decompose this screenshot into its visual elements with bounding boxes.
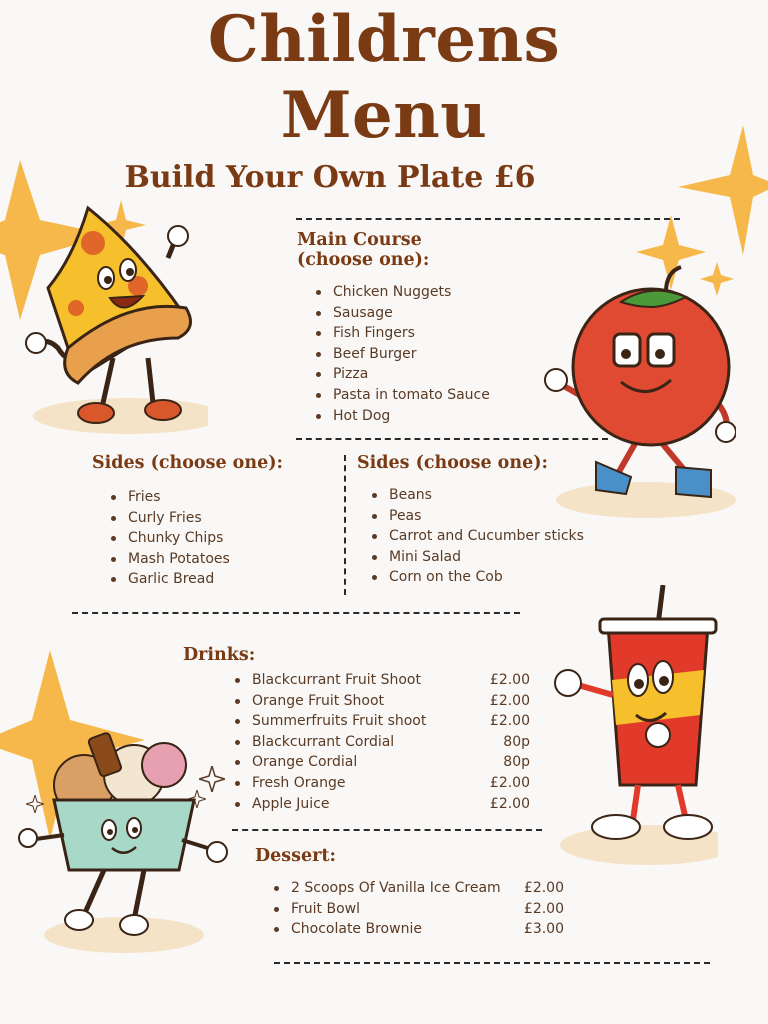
page-title: Childrens <box>207 2 561 77</box>
tomato-character <box>536 262 736 522</box>
item-price: £2.00 <box>489 713 530 730</box>
divider <box>296 438 608 440</box>
list-item <box>316 364 536 385</box>
sides-right-heading: Sides (choose one): <box>357 453 548 473</box>
list-item <box>316 385 536 406</box>
item-name: Sausage <box>333 304 393 321</box>
drinks-list <box>235 670 530 814</box>
item-name: Apple Juice <box>252 795 330 812</box>
item-name: Orange Cordial <box>252 754 358 771</box>
item-name: Pasta in tomato Sauce <box>333 386 490 403</box>
main-course-heading <box>297 230 429 270</box>
divider-vertical <box>344 455 346 595</box>
list-item <box>235 794 530 815</box>
item-price: 80p <box>503 733 530 750</box>
divider <box>72 612 520 614</box>
item-name: Chicken Nuggets <box>333 284 452 300</box>
item-name: Fries <box>128 489 161 505</box>
item-name: Chunky Chips <box>128 530 224 547</box>
main-course-heading-line1: Main Course <box>297 230 422 250</box>
dessert-list <box>274 878 564 940</box>
list-item <box>235 691 530 712</box>
main-course-heading-line2: (choose one): <box>297 250 430 270</box>
list-item <box>372 526 612 547</box>
item-price: £2.00 <box>489 692 530 709</box>
item-price: £3.00 <box>523 921 564 938</box>
sides-right-list <box>372 485 612 588</box>
item-name: 2 Scoops Of Vanilla Ice Cream <box>291 880 501 896</box>
item-name: Beans <box>389 487 432 503</box>
list-item <box>111 549 311 570</box>
item-name: Blackcurrant Fruit Shoot <box>252 672 421 688</box>
divider <box>274 962 710 964</box>
item-name: Garlic Bread <box>128 571 215 588</box>
item-price: £2.00 <box>489 774 530 791</box>
item-price: £2.00 <box>523 900 564 917</box>
list-item <box>111 508 311 529</box>
page-subtitle: Build Your Own Plate £6 <box>124 160 536 195</box>
list-item <box>274 919 564 940</box>
list-item <box>372 485 612 506</box>
item-name: Fruit Bowl <box>291 900 361 917</box>
list-item <box>111 487 311 508</box>
pizza-slice-character <box>18 198 208 448</box>
sides-left-list <box>111 487 311 590</box>
list-item <box>235 732 530 753</box>
page-title-line2: Menu <box>280 78 488 153</box>
list-item <box>372 567 612 588</box>
item-name: Mini Salad <box>389 548 462 565</box>
item-name: Curly Fries <box>128 509 202 526</box>
list-item <box>111 528 311 549</box>
list-item <box>274 899 564 920</box>
dessert-heading: Dessert: <box>255 846 336 866</box>
divider <box>296 218 680 220</box>
list-item <box>111 569 311 590</box>
item-price: 80p <box>503 754 530 771</box>
soda-cup-character <box>538 585 718 870</box>
item-name: Summerfruits Fruit shoot <box>252 713 427 730</box>
item-name: Peas <box>389 507 422 524</box>
item-price: £2.00 <box>489 795 530 812</box>
list-item <box>316 406 536 427</box>
list-item <box>235 752 530 773</box>
sides-left-heading: Sides (choose one): <box>92 453 283 473</box>
list-item <box>372 506 612 527</box>
list-item <box>316 323 536 344</box>
item-price: £2.00 <box>523 880 564 896</box>
list-item <box>235 670 530 691</box>
list-item <box>372 547 612 568</box>
list-item <box>316 303 536 324</box>
item-name: Blackcurrant Cordial <box>252 733 395 750</box>
drinks-heading: Drinks: <box>183 645 256 665</box>
ice-cream-cup-character <box>14 730 234 960</box>
item-name: Chocolate Brownie <box>291 921 422 938</box>
divider <box>232 829 542 831</box>
list-item <box>235 711 530 732</box>
main-course-list <box>316 282 536 426</box>
item-name: Orange Fruit Shoot <box>252 692 385 709</box>
item-name: Beef Burger <box>333 345 417 362</box>
item-name: Carrot and Cucumber sticks <box>389 528 584 545</box>
item-name: Pizza <box>333 366 369 383</box>
list-item <box>235 773 530 794</box>
item-name: Fish Fingers <box>333 325 415 342</box>
list-item <box>316 344 536 365</box>
item-name: Hot Dog <box>333 407 391 424</box>
item-price: £2.00 <box>489 672 530 688</box>
list-item <box>274 878 564 899</box>
item-name: Corn on the Cob <box>389 569 503 586</box>
list-item <box>316 282 536 303</box>
item-name: Fresh Orange <box>252 774 346 791</box>
item-name: Mash Potatoes <box>128 550 230 567</box>
